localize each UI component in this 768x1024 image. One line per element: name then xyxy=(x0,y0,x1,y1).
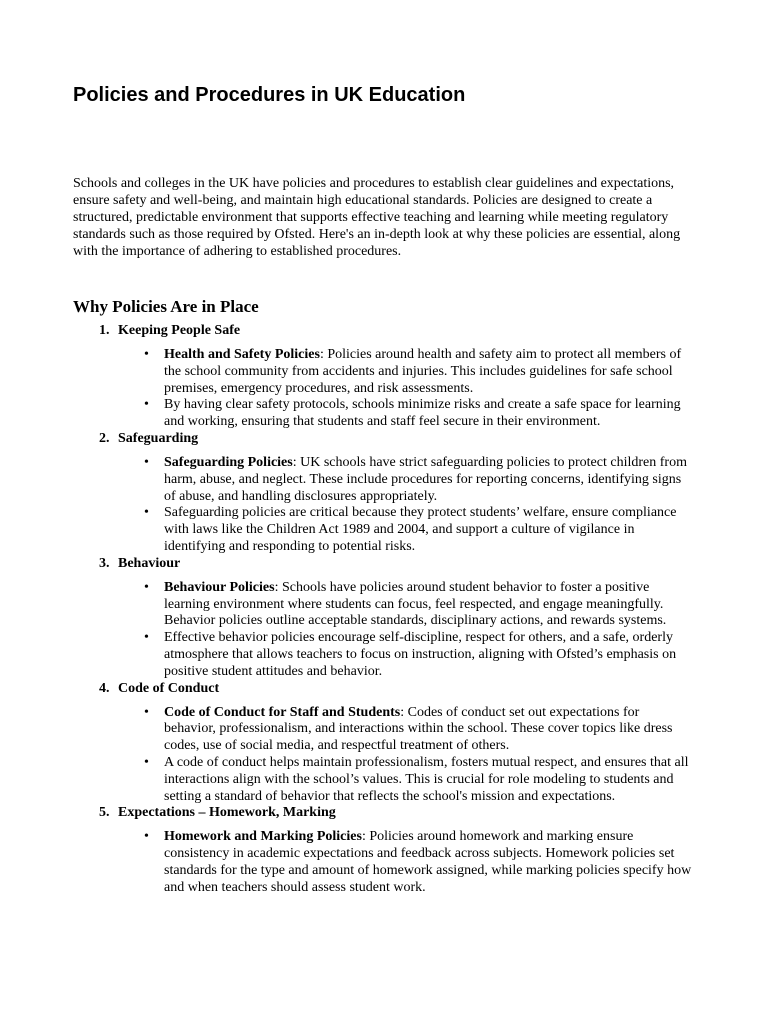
policy-item xyxy=(73,323,698,431)
policy-heading-row xyxy=(73,323,698,340)
bullet-item xyxy=(73,347,698,397)
bullet-text: Safeguarding policies are critical because they protect students’ welfare, ensure compliance with laws like the Children Act 1989 and 2004, and support a culture of vigilance in identifying and responding to potential risks. xyxy=(164,505,677,554)
bullet-lead: Code of Conduct for Staff and Students xyxy=(164,704,401,720)
section-heading: Why Policies Are in Place xyxy=(73,297,259,316)
bullet-list xyxy=(73,580,698,681)
policy-heading: Expectations – Homework, Marking xyxy=(118,805,336,821)
bullet-item xyxy=(73,580,698,630)
bullet-text: : Policies around homework and marking ensure consistency in academic expectations and feedback across subjects. Homework policies set standards for the type and amount of homework assigned, while marking policies specify how and when teachers should assess student work. xyxy=(164,829,692,895)
bullet-list xyxy=(73,347,698,431)
policy-item xyxy=(73,805,698,896)
bullet-icon: • xyxy=(144,754,149,770)
bullet-list xyxy=(73,455,698,556)
bullet-lead: Safeguarding Policies xyxy=(164,454,293,470)
policy-number: 3. xyxy=(99,555,110,571)
policy-heading: Keeping People Safe xyxy=(118,323,241,338)
bullet-text: A code of conduct helps maintain professionalism, fosters mutual respect, and ensures that all interactions align with the school’s values. This is crucial for role modeling to students and setting a standard of behavior that reflects the school's mission and expectations. xyxy=(164,754,689,804)
bullet-text: Effective behavior policies encourage self-discipline, respect for others, and a safe, orderly atmosphere that allows teachers to focus on instruction, aligning with Ofsted’s emphasis on positive student attitudes and behavior. xyxy=(164,630,677,679)
bullet-list xyxy=(73,705,698,806)
bullet-icon: • xyxy=(144,397,149,413)
policy-number: 2. xyxy=(99,430,110,446)
bullet-item xyxy=(73,630,698,680)
policy-heading: Behaviour xyxy=(118,555,181,571)
bullet-lead: Behaviour Policies xyxy=(164,579,275,595)
policy-number: 1. xyxy=(99,323,110,338)
bullet-text: : Codes of conduct set out expectations for behavior, professionalism, and interactions within the school. These cover topics like dress codes, use of social media, and respectful treatment of others. xyxy=(164,704,673,754)
bullet-list xyxy=(73,829,698,896)
policy-list xyxy=(73,323,698,897)
bullet-lead: Homework and Marking Policies xyxy=(164,829,362,845)
bullet-text: : Policies around health and safety aim to protect all members of the school community from accidents and injuries. This includes guidelines for safe school premises, emergency procedures, and risk assessments. xyxy=(164,347,682,396)
bullet-icon: • xyxy=(144,630,149,646)
bullet-icon: • xyxy=(144,579,149,595)
bullet-item xyxy=(73,505,698,555)
bullet-icon: • xyxy=(144,704,149,720)
bullet-item xyxy=(73,455,698,505)
bullet-item xyxy=(73,397,698,431)
policy-number: 5. xyxy=(99,805,110,821)
bullet-icon: • xyxy=(144,505,149,521)
policy-heading: Code of Conduct xyxy=(118,680,220,696)
policy-item xyxy=(73,431,698,556)
bullet-item xyxy=(73,705,698,755)
bullet-item xyxy=(73,829,698,896)
policy-item xyxy=(73,556,698,681)
bullet-icon: • xyxy=(144,347,149,362)
policy-heading-row xyxy=(73,805,698,822)
intro-paragraph: Schools and colleges in the UK have policies and procedures to establish clear guidelines and expectations, ensure safety and well-being, and maintain high educational standards. Policies are designed to create a structured, predictable environment that supports effective teaching and learning while meeting regulatory standards such as those required by Ofsted. Here's an in-depth look at why these policies are essential, along with the importance of adhering to established procedures. xyxy=(73,176,681,259)
bullet-icon: • xyxy=(144,454,149,470)
bullet-icon: • xyxy=(144,829,149,845)
policy-heading-row xyxy=(73,681,698,698)
policy-heading: Safeguarding xyxy=(118,430,199,446)
bullet-lead: Health and Safety Policies xyxy=(164,347,320,362)
bullet-text: : Schools have policies around student behavior to foster a positive learning environment where students can focus, feel respected, and engage meaningfully. Behavior policies outline acceptable standards, disciplinary actions, and rewards systems. xyxy=(164,579,667,629)
bullet-item xyxy=(73,755,698,805)
page-title: Policies and Procedures in UK Education xyxy=(73,84,466,106)
policy-item xyxy=(73,681,698,806)
bullet-text: By having clear safety protocols, schools minimize risks and create a safe space for learning and working, ensuring that students and staff feel secure in their environment. xyxy=(164,397,681,430)
policy-heading-row xyxy=(73,431,698,448)
policy-heading-row xyxy=(73,556,698,573)
bullet-text: : UK schools have strict safeguarding policies to protect children from harm, abuse, and neglect. These include procedures for reporting concerns, identifying signs of abuse, and handling disclosures appropriately. xyxy=(164,454,687,504)
policy-number: 4. xyxy=(99,680,110,696)
